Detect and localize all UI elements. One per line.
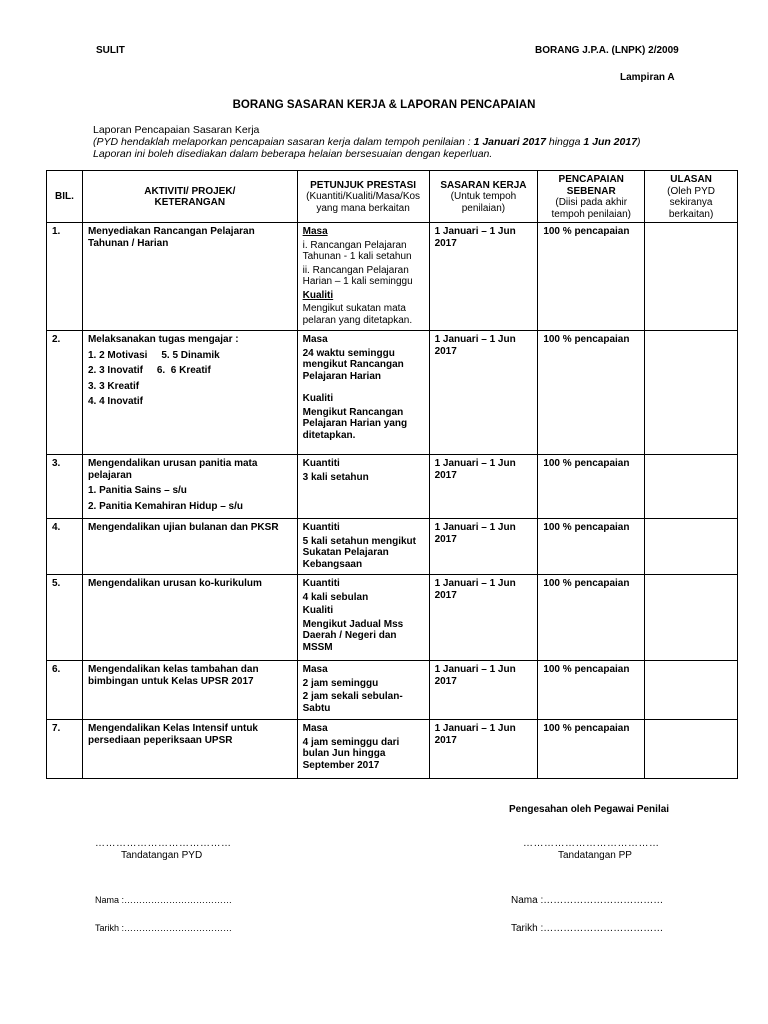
row-ulasan — [645, 331, 738, 455]
row-bil: 2. — [47, 331, 83, 455]
row-sasaran: 1 Januari – 1 Jun 2017 — [429, 575, 538, 661]
row-sasaran: 1 Januari – 1 Jun 2017 — [429, 223, 538, 331]
row-pencapaian: 100 % pencapaian — [538, 331, 645, 455]
table-row — [47, 575, 738, 661]
signature-line-pp: ………………………………… — [523, 838, 660, 849]
row-bil: 1. — [47, 223, 83, 331]
date-field-pyd: Tarikh :……………………………… — [95, 923, 233, 933]
row-ulasan — [645, 575, 738, 661]
name-field-pyd: Nama :……………………………… — [95, 895, 233, 905]
row-bil: 5. — [47, 575, 83, 661]
intro-note: Laporan ini boleh disediakan dalam beberapa helaian bersesuaian dengan keperluan. — [93, 148, 493, 160]
row-petunjuk: Masa i. Rancangan Pelajaran Tahunan - 1 kali setahun ii. Rancangan Pelajaran Harian – 1 kali seminggu Kualiti Mengikut sukatan mata pelaran yang ditetapkan. — [297, 223, 429, 331]
row-ulasan — [645, 661, 738, 720]
table-row — [47, 519, 738, 575]
col-header-sasaran: SASARAN KERJA (Untuk tempoh penilaian) — [429, 171, 538, 223]
row-pencapaian: 100 % pencapaian — [538, 223, 645, 331]
row-petunjuk: Masa 24 waktu seminggu mengikut Rancangan Pelajaran Harian Kualiti Mengikut Rancangan Pelajaran Harian yang ditetapkan. — [297, 331, 429, 455]
row-pencapaian: 100 % pencapaian — [538, 661, 645, 720]
table-row — [47, 223, 738, 331]
row-pencapaian: 100 % pencapaian — [538, 455, 645, 519]
signature-label-pp: Tandatangan PP — [558, 850, 632, 861]
row-petunjuk: Kuantiti 4 kali sebulan Kualiti Mengikut Jadual Mss Daerah / Negeri dan MSSM — [297, 575, 429, 661]
row-petunjuk: Masa 2 jam seminggu 2 jam sekali sebulan- Sabtu — [297, 661, 429, 720]
intro-instruction: (PYD hendaklah melaporkan pencapaian sasaran kerja dalam tempoh penilaian : 1 Januari 2017 hingga 1 Jun 2017) — [93, 136, 641, 148]
row-pencapaian: 100 % pencapaian — [538, 519, 645, 575]
row-ulasan — [645, 519, 738, 575]
signature-label-pyd: Tandatangan PYD — [121, 850, 203, 861]
row-aktiviti: Melaksanakan tugas mengajar : 1. 2 Motivasi 5. 5 Dinamik 2. 3 Inovatif 6. 6 Kreatif 3. 3 Kreatif 4. 4 Inovatif — [82, 331, 297, 455]
row-petunjuk: Kuantiti 5 kali setahun mengikut Sukatan Pelajaran Kebangsaan — [297, 519, 429, 575]
col-header-ulasan: ULASAN (Oleh PYD sekiranya berkaitan) — [645, 171, 738, 223]
name-field-pp: Nama :……………………………… — [511, 895, 664, 906]
row-aktiviti: Mengendalikan urusan ko-kurikulum — [82, 575, 297, 661]
row-sasaran: 1 Januari – 1 Jun 2017 — [429, 519, 538, 575]
date-field-pp: Tarikh :……………………………… — [511, 923, 664, 934]
row-bil: 7. — [47, 720, 83, 779]
row-ulasan — [645, 223, 738, 331]
header-form-code: BORANG J.P.A. (LNPK) 2/2009 — [535, 45, 679, 56]
table-row — [47, 720, 738, 779]
row-aktiviti: Mengendalikan urusan panitia mata pelajaran 1. Panitia Sains – s/u 2. Panitia Kemahiran Hidup – s/u — [82, 455, 297, 519]
row-pencapaian: 100 % pencapaian — [538, 575, 645, 661]
table-row — [47, 455, 738, 519]
table-row — [47, 331, 738, 455]
row-aktiviti: Mengendalikan ujian bulanan dan PKSR — [82, 519, 297, 575]
page-title: BORANG SASARAN KERJA & LAPORAN PENCAPAIAN — [232, 99, 536, 111]
signature-line-pyd: ………………………………… — [95, 838, 232, 849]
row-sasaran: 1 Januari – 1 Jun 2017 — [429, 331, 538, 455]
target-table — [46, 170, 738, 779]
intro-heading: Laporan Pencapaian Sasaran Kerja — [93, 124, 260, 136]
col-header-bil: BIL. — [47, 171, 83, 223]
row-sasaran: 1 Januari – 1 Jun 2017 — [429, 720, 538, 779]
table-header-row — [47, 171, 738, 223]
row-bil: 6. — [47, 661, 83, 720]
row-petunjuk: Masa 4 jam seminggu dari bulan Jun hingga September 2017 — [297, 720, 429, 779]
row-petunjuk: Kuantiti 3 kali setahun — [297, 455, 429, 519]
header-classification: SULIT — [96, 45, 125, 56]
row-ulasan — [645, 720, 738, 779]
row-bil: 3. — [47, 455, 83, 519]
row-aktiviti: Mengendalikan kelas tambahan dan bimbingan untuk Kelas UPSR 2017 — [82, 661, 297, 720]
col-header-aktiviti: AKTIVITI/ PROJEK/ KETERANGAN — [82, 171, 297, 223]
row-pencapaian: 100 % pencapaian — [538, 720, 645, 779]
row-aktiviti: Menyediakan Rancangan Pelajaran Tahunan / Harian — [82, 223, 297, 331]
row-sasaran: 1 Januari – 1 Jun 2017 — [429, 455, 538, 519]
col-header-petunjuk: PETUNJUK PRESTASI (Kuantiti/Kualiti/Masa/Kos yang mana berkaitan — [297, 171, 429, 223]
header-lampiran: Lampiran A — [620, 72, 675, 83]
row-bil: 4. — [47, 519, 83, 575]
row-aktiviti: Mengendalikan Kelas Intensif untuk persediaan peperiksaan UPSR — [82, 720, 297, 779]
row-ulasan — [645, 455, 738, 519]
row-sasaran: 1 Januari – 1 Jun 2017 — [429, 661, 538, 720]
table-row — [47, 661, 738, 720]
col-header-pencapaian: PENCAPAIAN SEBENAR (Diisi pada akhir tempoh penilaian) — [538, 171, 645, 223]
approval-heading: Pengesahan oleh Pegawai Penilai — [509, 804, 670, 815]
